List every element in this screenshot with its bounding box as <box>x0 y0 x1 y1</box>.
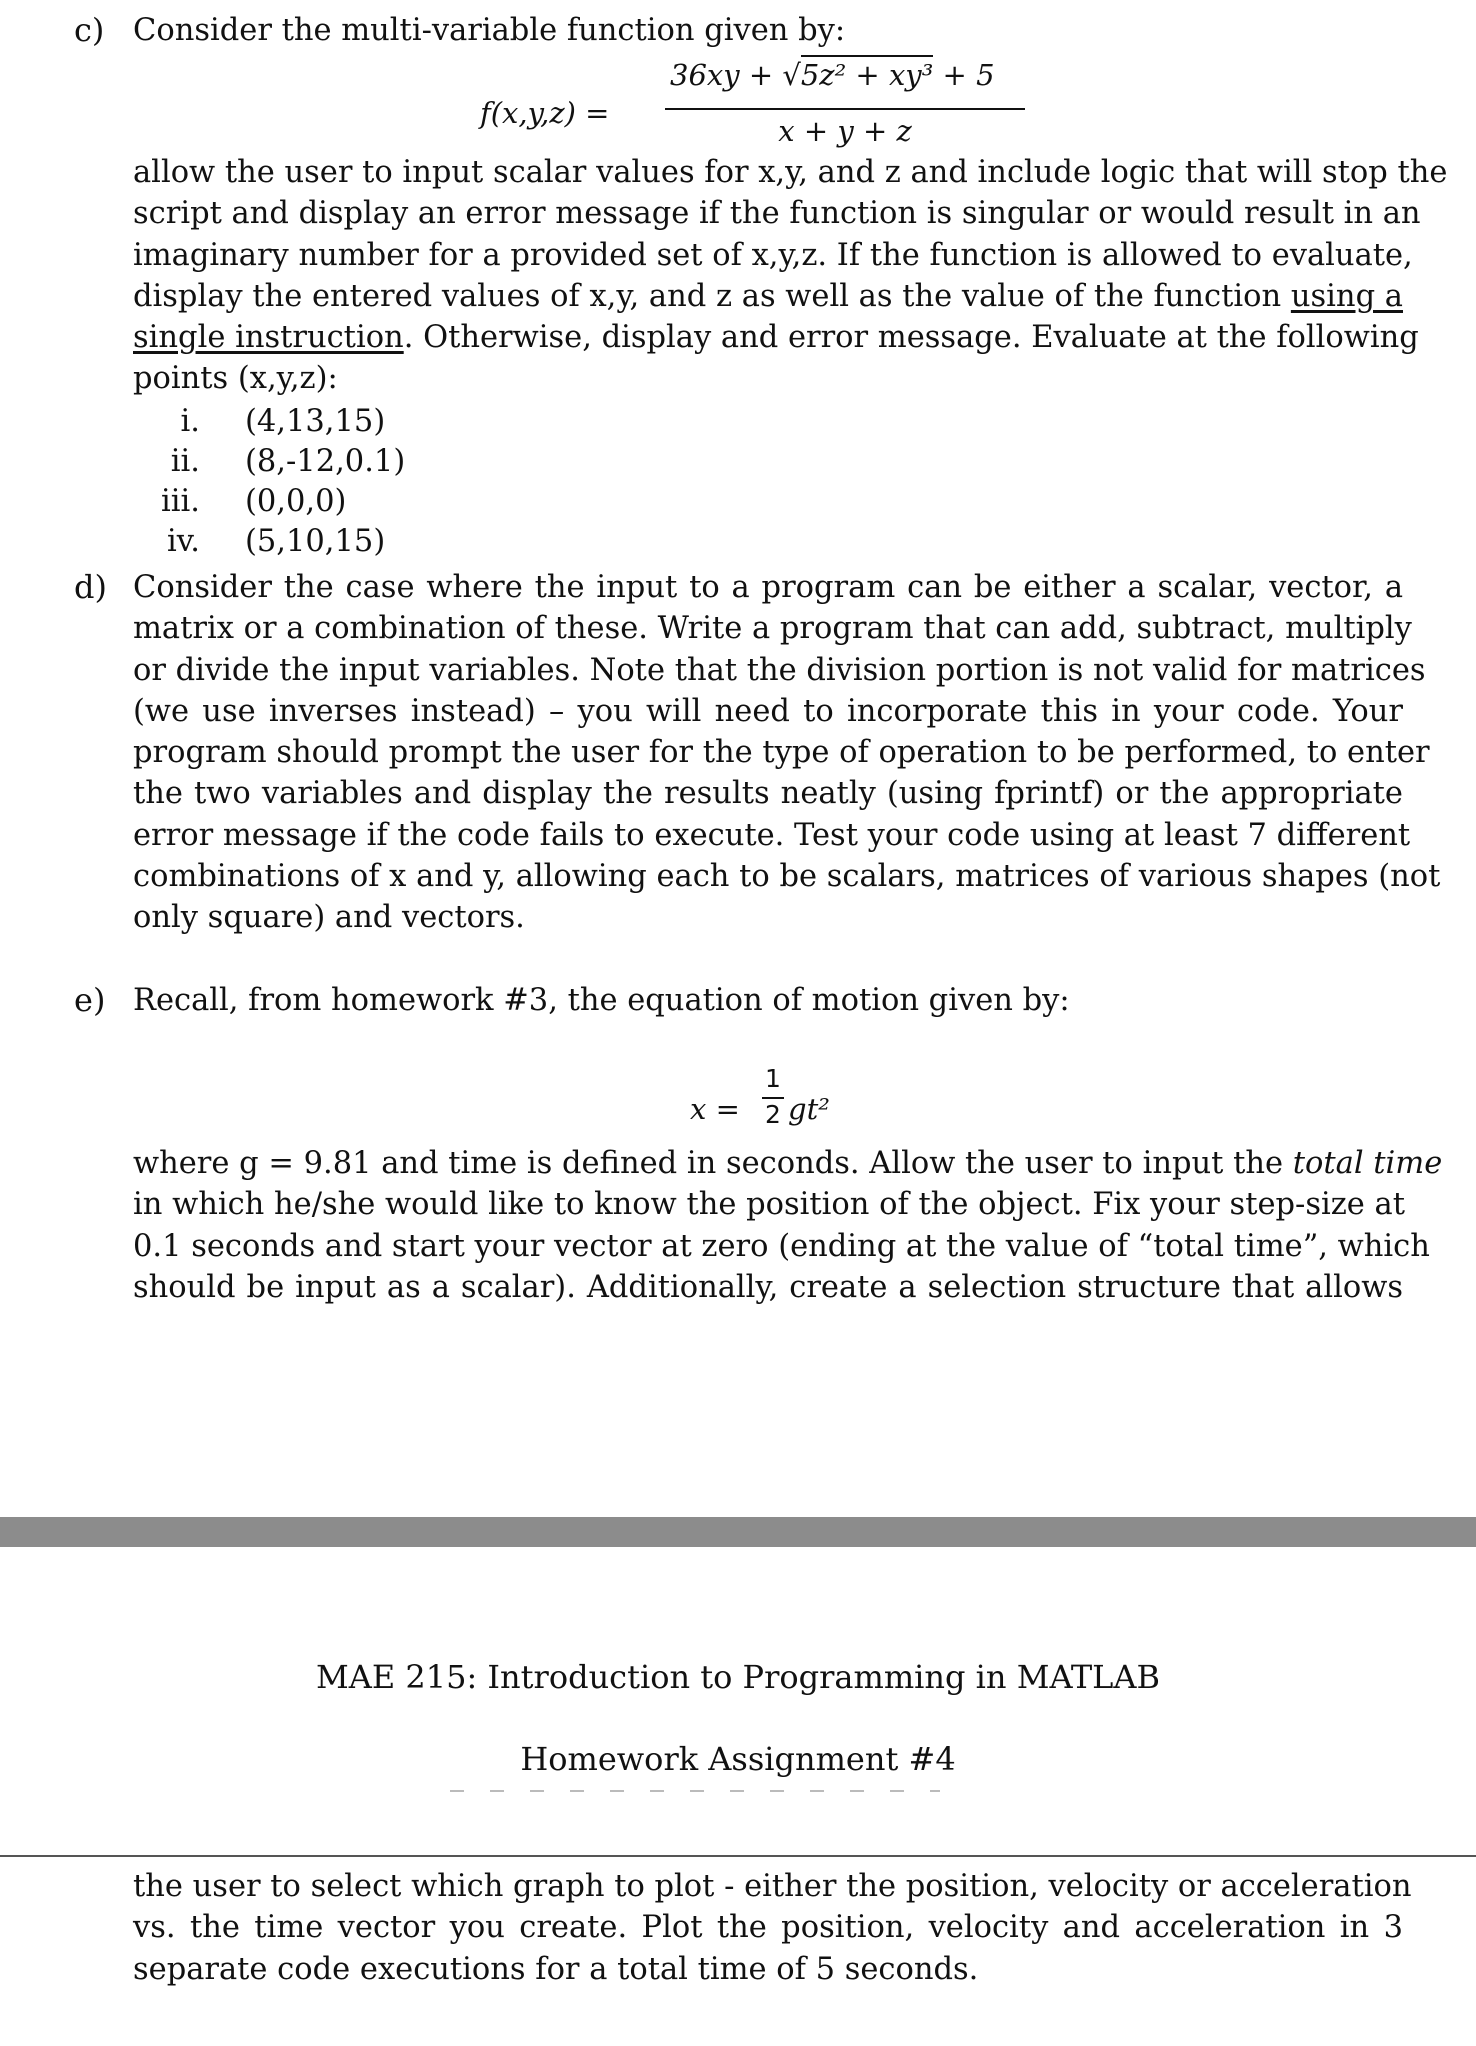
part-e-line: should be input as a scalar). Additionally, create a selection structure that allows <box>133 1269 1403 1305</box>
formula-rhs: gt² <box>788 1092 830 1126</box>
part-d-line: only square) and vectors. <box>133 900 525 936</box>
part-c-label: c) <box>74 11 105 49</box>
part-e-line: 0.1 seconds and start your vector at zero (ending at the value of “total time”, which <box>133 1228 1430 1264</box>
formula-lhs: f(x,y,z) = <box>480 96 610 130</box>
part-e-intro: Recall, from homework #3, the equation of motion given by: <box>133 983 1070 1018</box>
part-d-line: Consider the case where the input to a program can be either a scalar, vector, a <box>133 570 1403 605</box>
assignment-title: Homework Assignment #4 <box>520 1740 956 1778</box>
emphasized-phrase: total time <box>1292 1146 1443 1181</box>
function-formula <box>480 58 1080 158</box>
header-rule <box>0 1855 1476 1857</box>
part-c-line: imaginary number for a provided set of x,y,z. If the function is allowed to evaluate, <box>133 237 1413 273</box>
fraction-numerator: 1 <box>765 1064 781 1093</box>
part-c-line: allow the user to input scalar values for x,y, and z and include logic that will stop the <box>133 155 1448 190</box>
part-c-intro: Consider the multi-variable function given by: <box>133 13 846 48</box>
part-d-line: combinations of x and y, allowing each to be scalars, matrices of various shapes (not <box>133 859 1441 895</box>
part-d-line: (we use inverses instead) – you will need to incorporate this in your code. Your <box>133 693 1403 729</box>
fraction-bar <box>762 1097 784 1099</box>
part-d-line: or divide the input variables. Note that the division portion is not valid for matrices <box>133 652 1426 688</box>
formula-lhs: x = <box>690 1092 740 1126</box>
continuation-line: vs. the time vector you create. Plot the position, velocity and acceleration in 3 <box>133 1910 1403 1946</box>
part-e-body <box>133 1143 1443 1308</box>
course-title: MAE 215: Introduction to Programming in MATLAB <box>315 1658 1161 1696</box>
formula-denominator: x + y + z <box>778 114 912 148</box>
motion-formula <box>690 1058 890 1138</box>
part-e-line: where g = 9.81 and time is defined in seconds. Allow the user to input the total time <box>133 1146 1443 1181</box>
formula-radicand: 5z² + xy³ <box>801 55 933 92</box>
fraction-denominator: 2 <box>765 1100 781 1129</box>
part-e-label: e) <box>74 981 106 1019</box>
underlined-phrase: using a <box>1290 278 1403 314</box>
part-e-line: in which he/she would like to know the position of the object. Fix your step-size at <box>133 1187 1405 1223</box>
formula-numerator: 36xy + √5z² + xy³ + 5 <box>670 58 995 92</box>
page-break-bar <box>0 1517 1476 1547</box>
part-c-line: points (x,y,z): <box>133 361 338 397</box>
part-d-line: error message if the code fails to execute. Test your code using at least 7 different <box>133 817 1411 853</box>
continuation-line: the user to select which graph to plot - either the position, velocity or acceleration <box>133 1869 1412 1904</box>
faint-artifact-line <box>450 1790 940 1792</box>
underlined-phrase: single instruction <box>133 320 404 356</box>
continuation-body <box>133 1866 1412 1990</box>
part-c-line: single instruction. Otherwise, display and error message. Evaluate at the following <box>133 320 1419 356</box>
part-d-line: the two variables and display the results neatly (using fprintf) or the appropriate <box>133 776 1403 812</box>
part-d-line: matrix or a combination of these. Write a program that can add, subtract, multiply <box>133 611 1412 647</box>
fraction-bar <box>665 108 1025 110</box>
part-d-label: d) <box>74 568 107 606</box>
part-d-body <box>133 567 1441 939</box>
part-c-line: script and display an error message if the function is singular or would result in an <box>133 196 1421 232</box>
part-c-line: display the entered values of x,y, and z as well as the value of the function using a <box>133 278 1403 314</box>
part-c-body <box>133 152 1448 400</box>
continuation-line: separate code executions for a total time of 5 seconds. <box>133 1951 979 1987</box>
sqrt-symbol: √ <box>782 58 801 92</box>
part-d-line: program should prompt the user for the type of operation to be performed, to enter <box>133 735 1430 771</box>
